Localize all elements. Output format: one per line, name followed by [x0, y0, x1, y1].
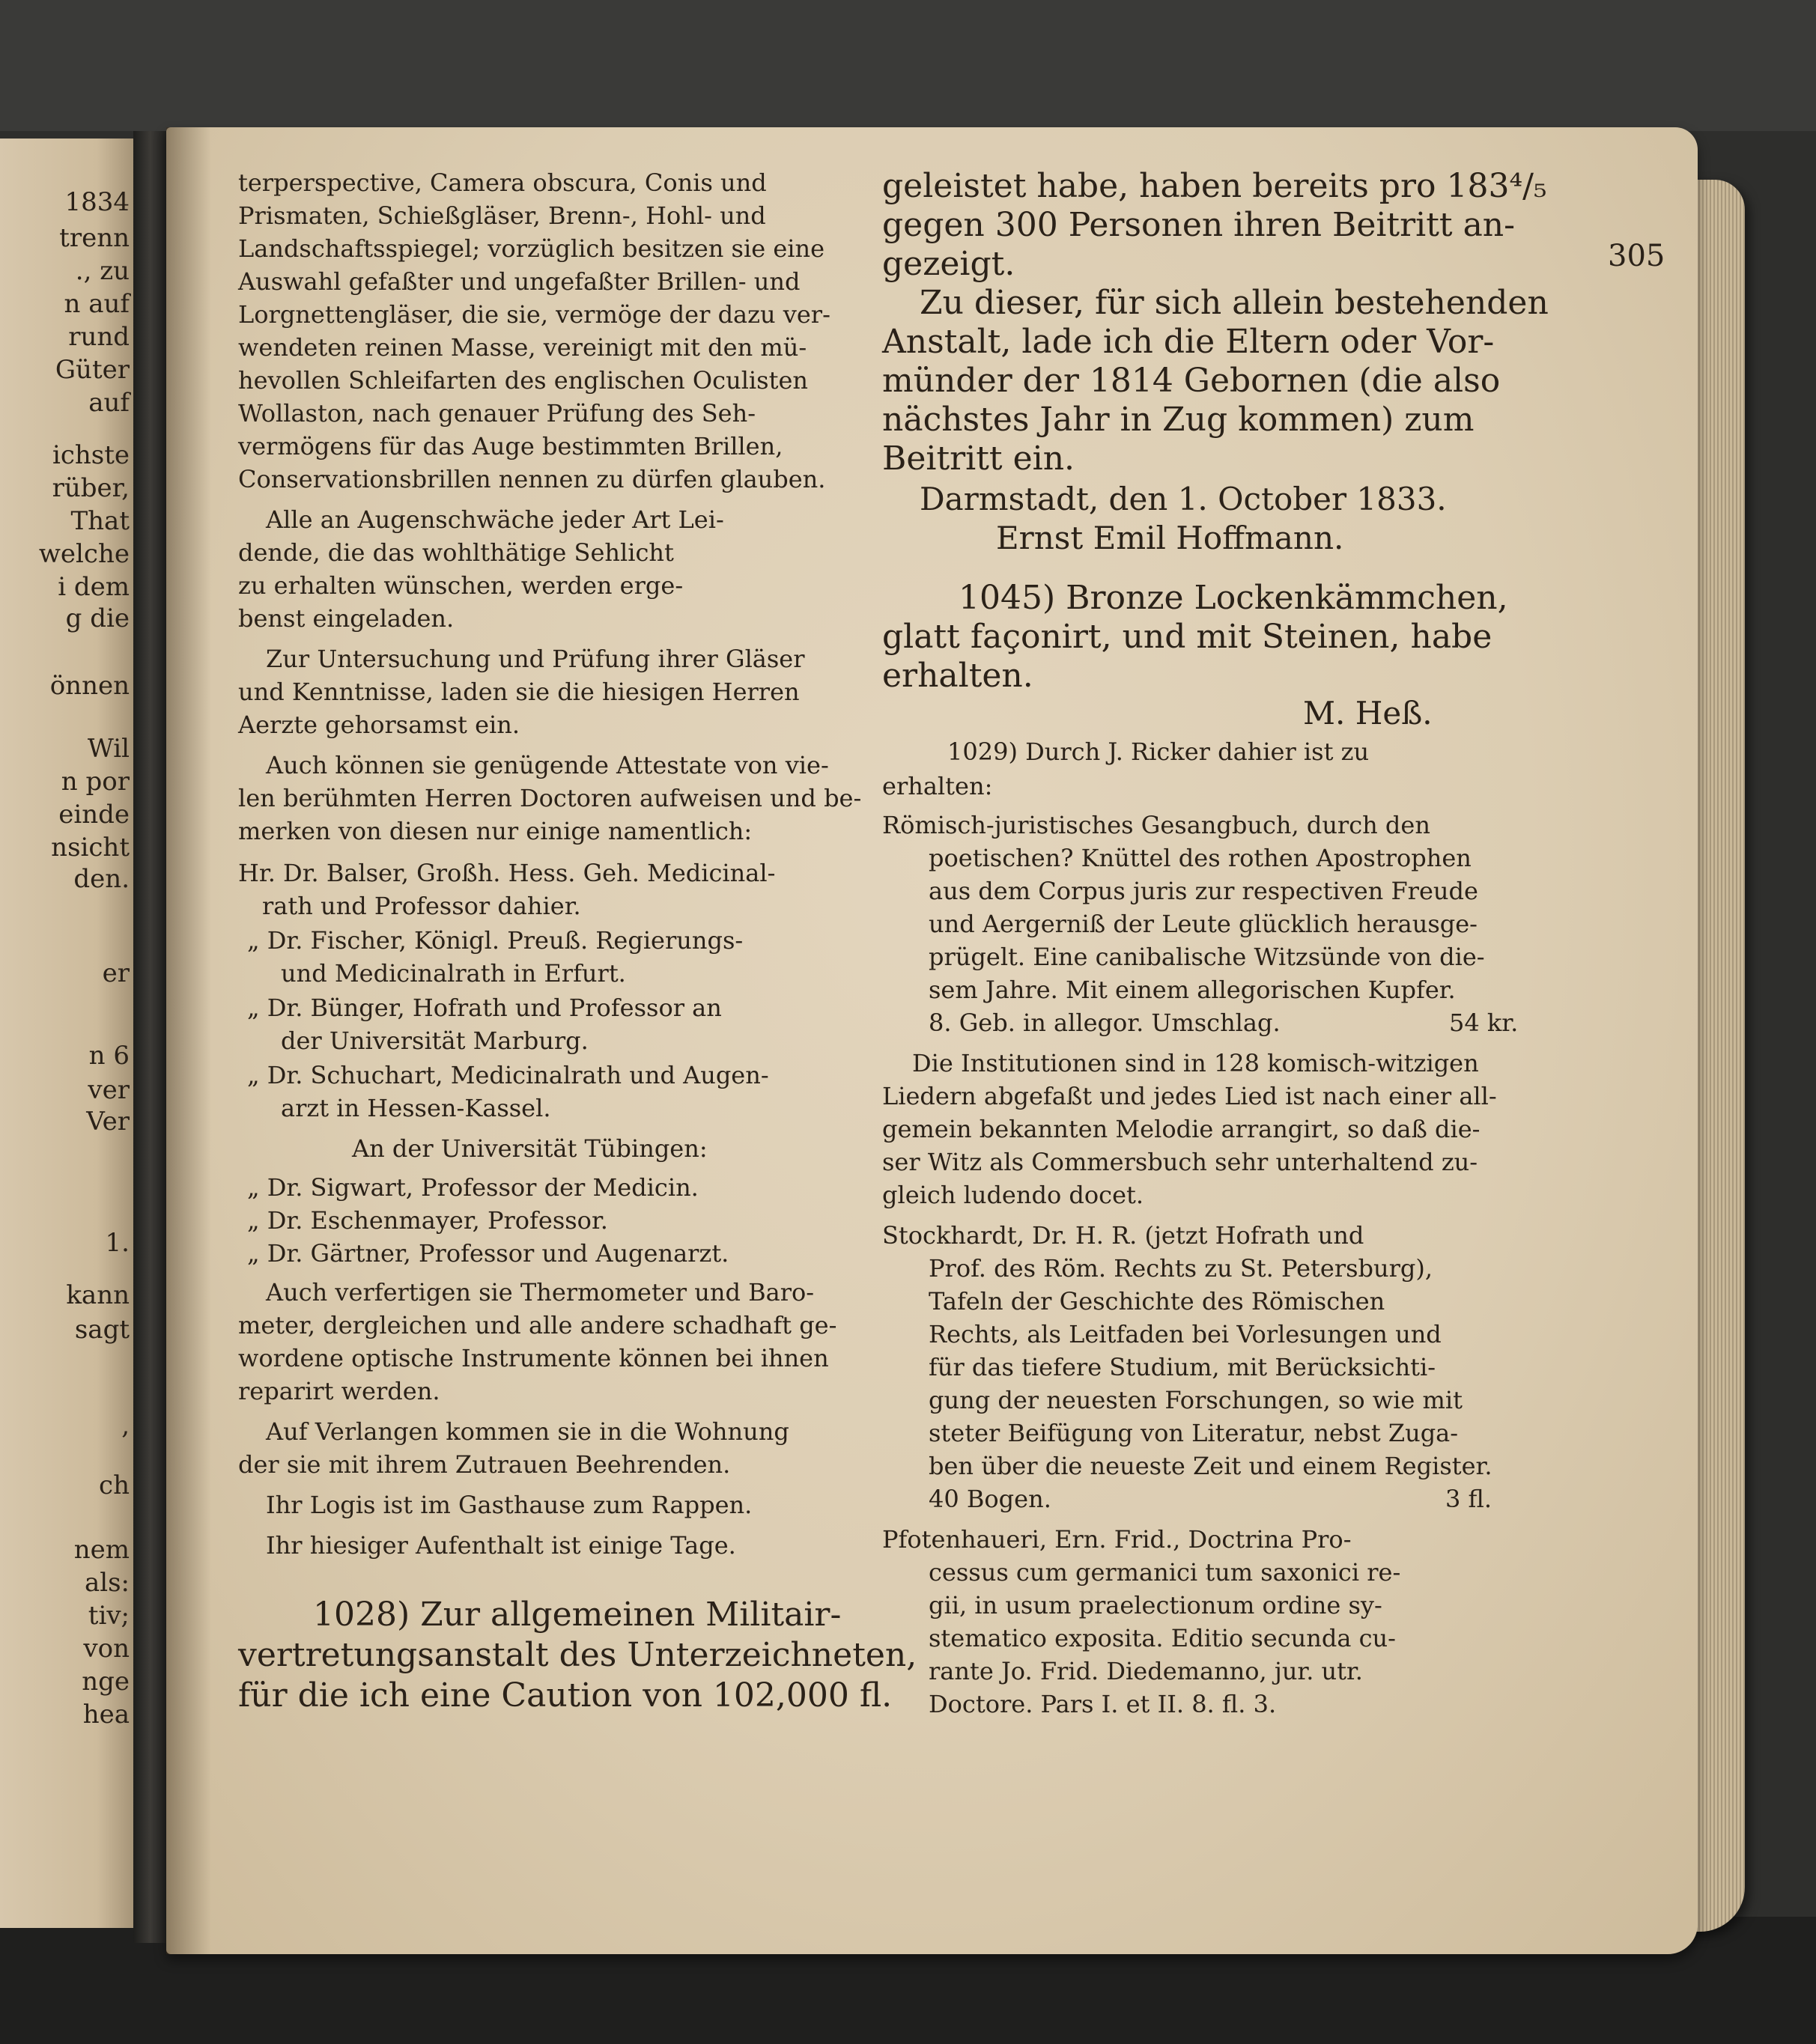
- left-page: [0, 139, 139, 1928]
- left-page-fragment: Wil: [87, 734, 130, 764]
- left-page-fragment: Güter: [55, 355, 130, 385]
- left-page-fragment: rüber,: [52, 473, 130, 503]
- text-line: „ Dr. Sigwart, Professor der Medicin.: [247, 1173, 699, 1202]
- gutter-shadow: [166, 127, 211, 1954]
- text-line: Prismaten, Schießgläser, Brenn-, Hohl- und: [238, 201, 766, 230]
- text-line: vertretungsanstalt des Unterzeichneten,: [238, 1636, 917, 1674]
- text-line: Tafeln der Geschichte des Römischen: [929, 1287, 1385, 1315]
- text-line: wordene optische Instrumente können bei ihnen: [238, 1344, 829, 1372]
- text-line: cessus cum germanici tum saxonici re-: [929, 1558, 1401, 1587]
- left-page-fragment: tiv;: [88, 1601, 130, 1631]
- left-page-fragment: önnen: [49, 671, 130, 701]
- left-page-fragment: n auf: [64, 289, 130, 319]
- text-line: ser Witz als Commersbuch sehr unterhaltend zu-: [882, 1148, 1478, 1176]
- text-line: Landschaftsspiegel; vorzüglich besitzen sie eine: [238, 234, 825, 263]
- text-line: Die Institutionen sind in 128 komisch-witzigen: [912, 1049, 1479, 1077]
- left-page-fragment: nsicht: [51, 833, 130, 863]
- text-line: Ihr Logis ist im Gasthause zum Rappen.: [266, 1491, 753, 1519]
- text-line: zu erhalten wünschen, werden erge-: [238, 571, 684, 600]
- left-page-fragment: sagt: [74, 1315, 130, 1345]
- text-line: und Kenntnisse, laden sie die hiesigen Herren: [238, 678, 800, 706]
- text-line: stematico exposita. Editio secunda cu-: [929, 1624, 1396, 1652]
- text-line: 54 kr.: [1449, 1009, 1519, 1037]
- left-page-fragment: trenn: [59, 223, 130, 253]
- left-page-fragment: auf: [88, 388, 130, 418]
- page-number: 305: [1608, 239, 1665, 273]
- text-line: erhalten:: [882, 772, 993, 800]
- left-page-fragment: n por: [61, 767, 130, 797]
- text-line: 3 fl.: [1445, 1485, 1492, 1513]
- text-line: gezeigt.: [882, 245, 1015, 283]
- text-line: Auf Verlangen kommen sie in die Wohnung: [266, 1417, 789, 1446]
- text-line: Alle an Augenschwäche jeder Art Lei-: [266, 505, 724, 534]
- left-page-fragment: ch: [99, 1470, 130, 1500]
- text-line: geleistet habe, haben bereits pro 183⁴/₅: [882, 167, 1547, 205]
- text-line: Anstalt, lade ich die Eltern oder Vor-: [882, 323, 1495, 361]
- text-line: gemein bekannten Melodie arrangirt, so daß die-: [882, 1115, 1481, 1143]
- left-page-fragment: rund: [68, 322, 130, 352]
- text-line: sem Jahre. Mit einem allegorischen Kupfer.: [929, 976, 1456, 1004]
- text-line: 8. Geb. in allegor. Umschlag.: [929, 1009, 1281, 1037]
- left-page-fragment: 1834: [64, 187, 130, 217]
- text-line: „ Dr. Gärtner, Professor und Augenarzt.: [247, 1239, 729, 1268]
- left-page-fragment: ichste: [52, 440, 130, 470]
- text-line: wendeten reinen Masse, vereinigt mit den mü-: [238, 333, 807, 362]
- text-line: reparirt werden.: [238, 1377, 440, 1405]
- left-page-fragment: i dem: [58, 572, 130, 602]
- text-line: Römisch-juristisches Gesangbuch, durch den: [882, 811, 1430, 839]
- text-line: Beitritt ein.: [882, 439, 1075, 478]
- text-line: „ Dr. Schuchart, Medicinalrath und Augen-: [247, 1061, 769, 1089]
- text-line: An der Universität Tübingen:: [352, 1134, 708, 1163]
- background-top: [0, 0, 1816, 131]
- text-line: dende, die das wohlthätige Sehlicht: [238, 538, 674, 567]
- book-gutter: [133, 131, 171, 1943]
- left-page-fragment: den.: [73, 864, 130, 894]
- left-page-fragment: welche: [38, 539, 130, 569]
- left-page-fragment: Ver: [86, 1107, 130, 1137]
- left-page-fragment: nem: [73, 1535, 130, 1565]
- text-line: der sie mit ihrem Zutrauen Beehrenden.: [238, 1450, 731, 1479]
- text-line: arzt in Hessen-Kassel.: [281, 1094, 551, 1122]
- text-line: der Universität Marburg.: [281, 1026, 589, 1055]
- text-line: 1028) Zur allgemeinen Militair-: [313, 1596, 842, 1634]
- left-page-fragment: von: [83, 1634, 130, 1664]
- text-line: Conservationsbrillen nennen zu dürfen glauben.: [238, 465, 826, 493]
- text-line: Auch können sie genügende Attestate von vie-: [266, 751, 829, 779]
- text-line: len berühmten Herren Doctoren aufweisen und be-: [238, 784, 862, 812]
- left-page-fragment: n 6: [88, 1041, 130, 1071]
- left-page-fragment: g die: [65, 603, 130, 633]
- text-line: rath und Professor dahier.: [262, 892, 581, 920]
- right-page: [166, 127, 1698, 1954]
- text-line: münder der 1814 Gebornen (die also: [882, 362, 1501, 400]
- left-page-fragment: That: [70, 506, 130, 536]
- text-line: „ Dr. Bünger, Hofrath und Professor an: [247, 994, 722, 1022]
- text-line: Stockhardt, Dr. H. R. (jetzt Hofrath und: [882, 1221, 1364, 1250]
- left-page-fragment: als:: [84, 1568, 130, 1598]
- text-line: gung der neuesten Forschungen, so wie mit: [929, 1386, 1463, 1414]
- text-line: poetischen? Knüttel des rothen Apostrophen: [929, 844, 1472, 872]
- text-line: Lorgnettengläser, die sie, vermöge der dazu ver-: [238, 300, 830, 329]
- left-page-fragment: kann: [66, 1280, 130, 1310]
- text-line: Auswahl gefaßter und ungefaßter Brillen- und: [238, 267, 801, 296]
- text-line: gleich ludendo docet.: [882, 1181, 1144, 1209]
- text-line: M. Heß.: [1303, 695, 1433, 731]
- text-line: aus dem Corpus juris zur respectiven Freude: [929, 877, 1478, 905]
- text-line: Pfotenhaueri, Ern. Frid., Doctrina Pro-: [882, 1525, 1352, 1554]
- text-line: und Aergerniß der Leute glücklich herausge-: [929, 910, 1478, 938]
- text-line: für die ich eine Caution von 102,000 fl.: [238, 1676, 893, 1715]
- text-line: Liedern abgefaßt und jedes Lied ist nach einer all-: [882, 1082, 1497, 1110]
- left-page-fragment: ver: [88, 1075, 130, 1105]
- text-line: glatt façonirt, und mit Steinen, habe: [882, 618, 1492, 656]
- text-line: prügelt. Eine canibalische Witzsünde von die-: [929, 943, 1485, 971]
- text-line: Ihr hiesiger Aufenthalt ist einige Tage.: [266, 1531, 736, 1560]
- text-line: steter Beifügung von Literatur, nebst Zuga-: [929, 1419, 1459, 1447]
- left-page-fragment: nge: [82, 1667, 130, 1697]
- text-line: nächstes Jahr in Zug kommen) zum: [882, 401, 1475, 439]
- text-line: rante Jo. Frid. Diedemanno, jur. utr.: [929, 1657, 1363, 1685]
- text-line: Aerzte gehorsamst ein.: [238, 711, 520, 739]
- text-line: 1029) Durch J. Ricker dahier ist zu: [947, 737, 1370, 766]
- text-line: meter, dergleichen und alle andere schadhaft ge-: [238, 1311, 837, 1339]
- text-line: 40 Bogen.: [929, 1485, 1051, 1513]
- text-line: Rechts, als Leitfaden bei Vorlesungen und: [929, 1320, 1442, 1348]
- text-line: für das tiefere Studium, mit Berücksichti-: [929, 1353, 1436, 1381]
- left-page-fragment: 1.: [105, 1228, 130, 1258]
- text-line: „ Dr. Eschenmayer, Professor.: [247, 1206, 608, 1235]
- text-line: und Medicinalrath in Erfurt.: [281, 959, 626, 988]
- text-line: Darmstadt, den 1. October 1833.: [920, 481, 1447, 517]
- text-line: ben über die neueste Zeit und einem Register.: [929, 1452, 1492, 1480]
- text-line: Doctore. Pars I. et II. 8. fl. 3.: [929, 1690, 1277, 1718]
- text-line: hevollen Schleifarten des englischen Oculisten: [238, 366, 808, 395]
- text-line: erhalten.: [882, 657, 1033, 695]
- text-line: Auch verfertigen sie Thermometer und Baro-: [266, 1278, 815, 1307]
- text-line: Hr. Dr. Balser, Großh. Hess. Geh. Medicinal-: [238, 859, 776, 887]
- left-page-fragment: er: [102, 958, 130, 988]
- left-page-fragment: ,: [121, 1411, 130, 1441]
- text-line: terperspective, Camera obscura, Conis und: [238, 168, 767, 197]
- left-page-fragment: ., zu: [75, 256, 130, 286]
- text-line: Wollaston, nach genauer Prüfung des Seh-: [238, 399, 756, 428]
- text-line: „ Dr. Fischer, Königl. Preuß. Regierungs-: [247, 926, 744, 955]
- text-line: vermögens für das Auge bestimmten Brillen,: [238, 432, 783, 460]
- text-line: Ernst Emil Hoffmann.: [996, 520, 1344, 556]
- text-line: Zu dieser, für sich allein bestehenden: [920, 284, 1549, 322]
- left-page-fragment: einde: [58, 800, 130, 830]
- text-line: gegen 300 Personen ihren Beitritt an-: [882, 206, 1516, 244]
- text-line: benst eingeladen.: [238, 604, 455, 633]
- left-page-fragment: hea: [82, 1700, 130, 1730]
- text-line: gii, in usum praelectionum ordine sy-: [929, 1591, 1382, 1619]
- text-line: merken von diesen nur einige namentlich:: [238, 817, 753, 845]
- text-line: Prof. des Röm. Rechts zu St. Petersburg),: [929, 1254, 1433, 1283]
- text-line: 1045) Bronze Lockenkämmchen,: [959, 579, 1508, 617]
- text-line: Zur Untersuchung und Prüfung ihrer Gläser: [266, 645, 805, 673]
